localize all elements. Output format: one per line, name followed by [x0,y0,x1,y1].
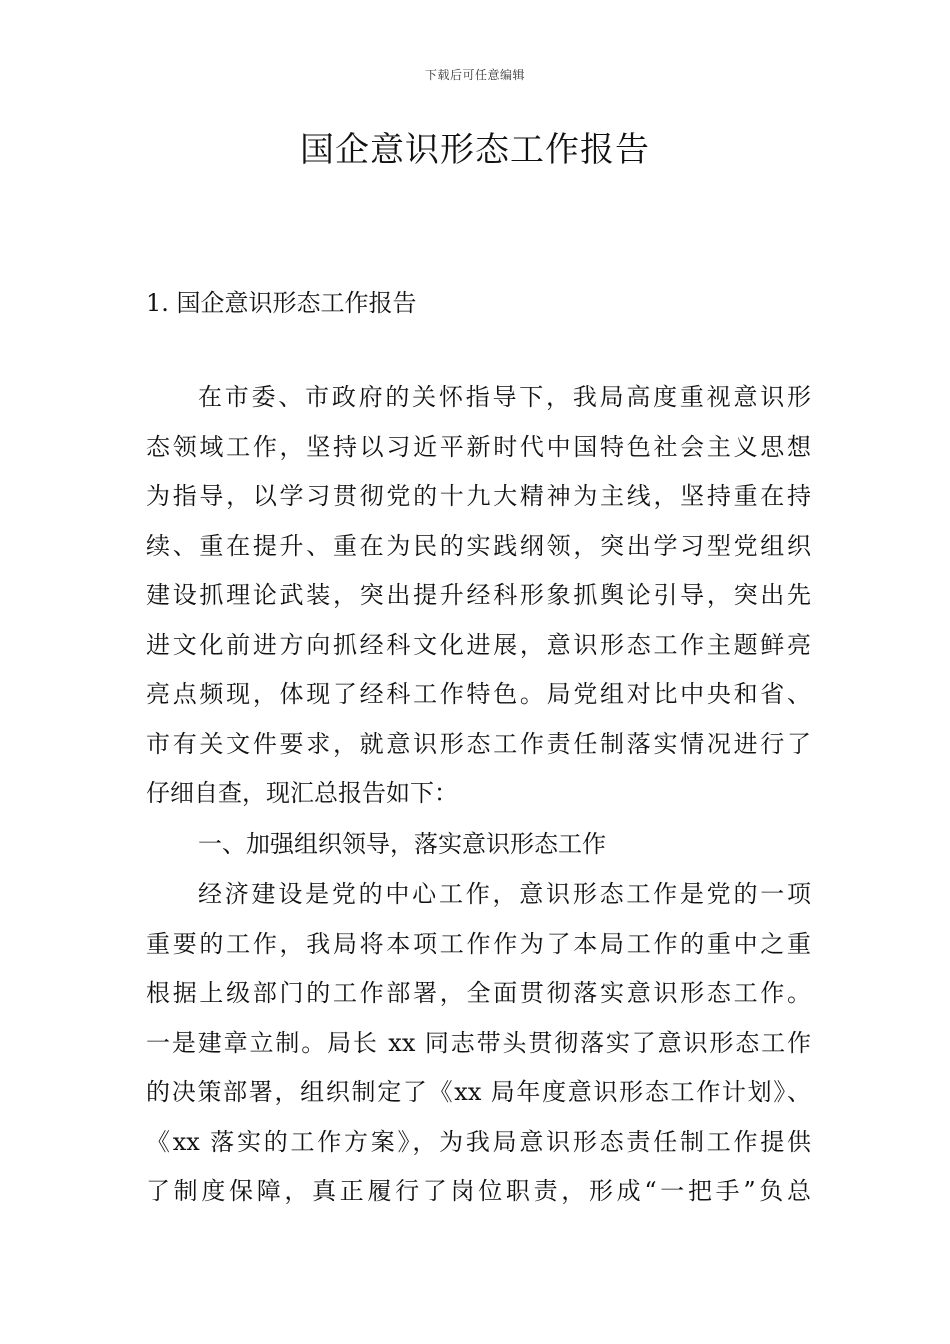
paragraph-line: 《xx 落实的工作方案》，为我局意识形态责任制工作提供 [146,1127,811,1156]
paragraph-line: 的决策部署，组织制定了《xx 局年度意识形态工作计划》、 [146,1078,811,1106]
paragraph-line: 经济建设是党的中心工作，意识形态工作是党的一项 [198,880,811,908]
header-note: 下载后可任意编辑 [424,68,525,82]
section-heading: 1. 国企意识形态工作报告 [146,289,417,317]
paragraph-line: 重要的工作，我局将本项工作作为了本局工作的重中之重 [146,929,811,958]
paragraph-line: 市有关文件要求，就意识形态工作责任制落实情况进行了 [146,729,811,758]
paragraph-line: 建设抓理论武装，突出提升经科形象抓舆论引导，突出先 [146,581,811,609]
paragraph-line: 为指导，以学习贯彻党的十九大精神为主线，坚持重在持 [146,482,811,510]
document-title: 国企意识形态工作报告 [300,130,650,170]
paragraph-line: 了制度保障，真正履行了岗位职责，形成“一把手”负总 [146,1177,811,1205]
paragraph-line: 续、重在提升、重在为民的实践纲领，突出学习型党组织 [146,531,811,560]
paragraph-line: 态领域工作，坚持以习近平新时代中国特色社会主义思想 [146,432,811,461]
paragraph-line: 仔细自查，现汇总报告如下： [146,779,458,807]
paragraph-line: 进文化前进方向抓经科文化进展，意识形态工作主题鲜亮 [146,630,811,659]
paragraph-intro [146,373,811,819]
paragraph-line: 根据上级部门的工作部署，全面贯彻落实意识形态工作。 [146,979,811,1007]
paragraph-line: 一是建章立制。局长 xx 同志带头贯彻落实了意识形态工作 [146,1028,811,1057]
paragraph-organization [146,870,811,1217]
paragraph-line: 在市委、市政府的关怀指导下，我局高度重视意识形 [198,383,811,411]
paragraph-line: 亮点频现，体现了经科工作特色。局党组对比中央和省、 [146,680,811,708]
subheading-organization: 一、加强组织领导，落实意识形态工作 [198,830,606,858]
